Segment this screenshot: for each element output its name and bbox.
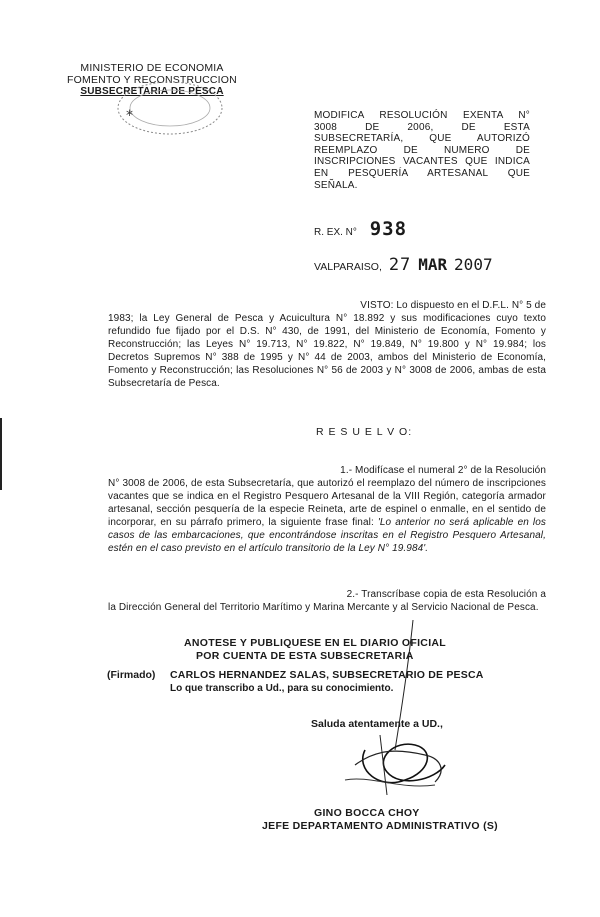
date-day: 27 [388, 255, 412, 275]
resuelvo-heading: R E S U E L V O: [316, 426, 413, 438]
handwritten-signature [325, 600, 465, 810]
resolution-label: R. EX. N° [314, 227, 357, 238]
item-1-paragraph [108, 464, 546, 555]
visto-paragraph [108, 299, 546, 390]
date-row [314, 255, 493, 275]
publish-line-2: POR CUENTA DE ESTA SUBSECRETARIA [196, 650, 414, 662]
item-2-body: la Dirección General del Territorio Marítimo y Marina Mercante y al Servicio Nacional de Pesca. [108, 602, 539, 613]
resolution-number-row [314, 218, 407, 240]
date-year: 2007 [454, 255, 493, 274]
subject-line: REEMPLAZO DE NUMERO DE [314, 144, 530, 156]
saluda-line: Saluda atentamente a UD., [311, 718, 443, 730]
ministry-line-1: MINISTERIO DE ECONOMIA [80, 62, 224, 74]
firmado-label: (Firmado) [107, 669, 156, 681]
official-stamp [108, 78, 228, 140]
resolution-number: 938 [369, 218, 408, 240]
transcribe-line: Lo que transcribo a Ud., para su conocimiento. [170, 683, 394, 694]
item-1-quote: 'Lo anterior no será aplicable en los casos de las embarcaciones, que encontrándose inscritas en el Registro Pesquero Artesanal, estén en el caso previsto en el artículo transitorio de la Ley N° 19.984'. [108, 517, 547, 554]
date-city: VALPARAISO, [314, 261, 382, 273]
item-1-first-line: 1.- Modifícase el numeral 2° de la Resolución [340, 465, 546, 476]
subject-line: EN PESQUERÍA ARTESANAL QUE [314, 167, 530, 179]
subject-line: 3008 DE 2006, DE ESTA [314, 121, 530, 133]
subject-line: INSCRIPCIONES VACANTES QUE INDICA [314, 156, 530, 168]
signer-line: CARLOS HERNANDEZ SALAS, SUBSECRETARIO DE PESCA [170, 669, 484, 681]
scan-edge-mark [0, 418, 2, 490]
visto-body: 1983; la Ley General de Pesca y Acuicultura N° 18.892 y sus modificaciones cuyo texto refundido fue fijado por el D.S. N° 430, de 1991, del Ministerio de Economía, Fomento y Reconstrucción; las Leyes N° 19.713, N° 19.822, N° 19.849, N° 19.800 y N° 19.984; los Decretos Supremos N° 388 de 1995 y N° 44 de 2003, ambos del Ministerio de Economía, Fomento y Reconstrucción; las Resoluciones N° 56 de 2003 y N° 3008 de 2006, ambas de esta Subsecretaría de Pesca. [108, 313, 546, 389]
signatory-title: JEFE DEPARTAMENTO ADMINISTRATIVO (S) [262, 820, 498, 832]
visto-first-line: VISTO: Lo dispuesto en el D.F.L. N° 5 de [360, 300, 546, 311]
item-2-first-line: 2.- Transcríbase copia de esta Resolución a [346, 589, 546, 600]
signatory-name: GINO BOCCA CHOY [314, 807, 420, 819]
publish-line-1: ANOTESE Y PUBLIQUESE EN EL DIARIO OFICIAL [184, 637, 447, 649]
resolution-subject [314, 110, 530, 191]
svg-text:*: * [126, 108, 133, 124]
item-1-body [108, 477, 546, 555]
subject-line: SUBSECRETARÍA, QUE AUTORIZÓ [314, 133, 530, 145]
ministry-line-3: SUBSECRETARIA DE PESCA [80, 86, 224, 97]
ministry-line-2: FOMENTO Y RECONSTRUCCION [67, 74, 237, 86]
date-month: MAR [418, 255, 448, 274]
subject-line: SEÑALA. [314, 179, 358, 191]
subject-line: MODIFICA RESOLUCIÓN EXENTA N° [314, 110, 530, 121]
item-1-text: N° 3008 de 2006, de esta Subsecretaría, que autorizó el reemplazo del número de inscripciones vacantes que se indica en el Registro Pesquero Artesanal de la VIII Región, categoría armador artesanal, sección pesquería de la especie Reineta, arte de espinel o enmalle, en el sentido de incorporar, en su párrafo primero, la siguiente frase final: [108, 478, 546, 528]
